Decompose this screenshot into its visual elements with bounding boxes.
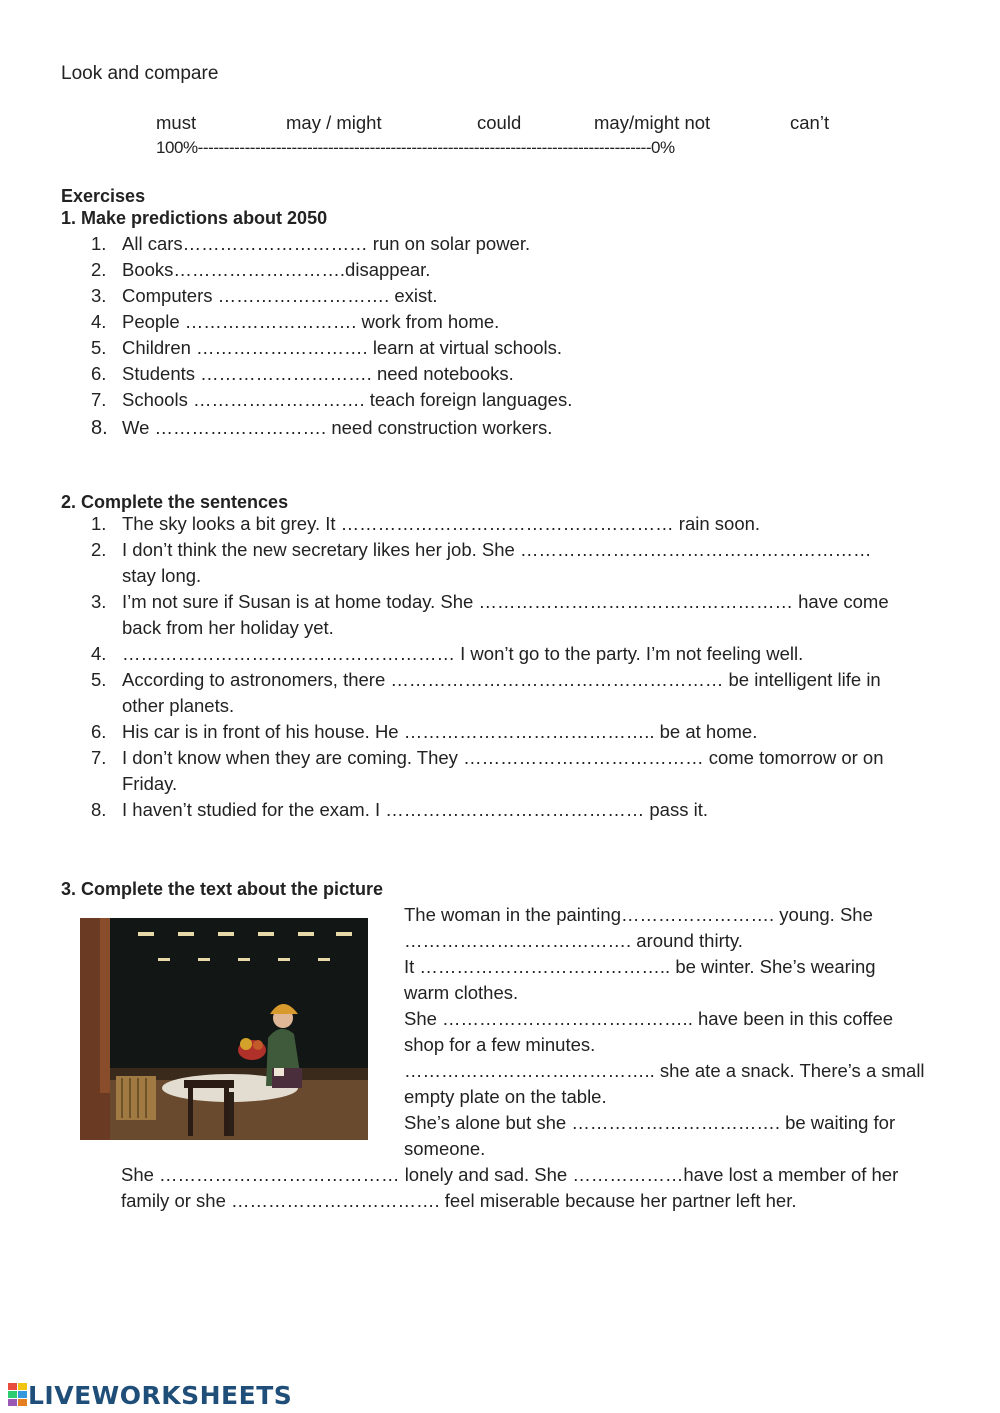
painting-text-tail (121, 1162, 898, 1214)
scale-word-could: could (477, 112, 522, 133)
text-line: shop for a few minutes. (404, 1034, 596, 1055)
item-number: 8. (91, 417, 108, 439)
item-number: 6. (91, 363, 107, 384)
list-item (61, 797, 889, 823)
scale-word-must: must (156, 112, 197, 133)
liveworksheets-logo[interactable] (8, 1380, 292, 1410)
item-number: 1. (91, 513, 107, 534)
item-number: 6. (91, 721, 107, 742)
painting-text (404, 902, 949, 1162)
item-number: 2. (91, 259, 107, 280)
item-number: 7. (91, 389, 107, 410)
text-line: ………………………………. around thirty. (404, 930, 743, 951)
item-text: All cars………………………… run on solar power. (122, 233, 531, 254)
section2-list (61, 511, 889, 823)
section1-title: 1. Make predictions about 2050 (61, 208, 328, 228)
list-item (61, 361, 572, 387)
item-number: 5. (91, 337, 107, 358)
item-text: We ………………………. need construction workers. (122, 417, 553, 438)
item-text: According to astronomers, there ……………………………………………… be intelligent life in (122, 669, 881, 690)
item-number: 4. (91, 311, 107, 332)
item-text: I don’t think the new secretary likes her job. She ………………………………………………… (122, 539, 872, 560)
list-item (61, 511, 889, 537)
list-item (61, 387, 572, 413)
list-item (61, 667, 889, 719)
item-text: Schools ………………………. teach foreign languages. (122, 389, 573, 410)
list-item (61, 641, 889, 667)
section2-title: 2. Complete the sentences (61, 492, 289, 512)
item-text: ……………………………………………… I won’t go to the party. I’m not feeling well. (122, 643, 804, 664)
text-line: It ………………………………….. be winter. She’s wearing (404, 956, 876, 977)
list-item (61, 745, 889, 797)
scale-word-may-might: may / might (286, 112, 382, 133)
list-item (61, 589, 889, 641)
item-text-continued: other planets. (122, 695, 235, 716)
item-text: I’m not sure if Susan is at home today. She …………………………………………… have come (122, 591, 889, 612)
item-number: 3. (91, 285, 107, 306)
item-text: Books……………………….disappear. (122, 259, 431, 280)
item-number: 3. (91, 591, 107, 612)
section3-title: 3. Complete the text about the picture (61, 879, 384, 899)
list-item (61, 231, 572, 257)
text-line: She ………………………………… lonely and sad. She ………………have lost a member of her (121, 1164, 899, 1185)
text-line: ………………………………….. she ate a snack. There’s a small (404, 1060, 925, 1081)
item-number: 7. (91, 747, 107, 768)
text-line: someone. (404, 1138, 486, 1159)
list-item (61, 283, 572, 309)
item-number: 1. (91, 233, 107, 254)
list-item (61, 335, 572, 361)
item-number: 8. (91, 799, 107, 820)
scale-word-may-might-not: may/might not (594, 112, 711, 133)
modal-scale-words (0, 110, 1000, 136)
text-line: She’s alone but she ……………………………. be waiting for (404, 1112, 896, 1133)
item-number: 2. (91, 539, 107, 560)
list-item (61, 415, 572, 441)
list-item (61, 257, 572, 283)
item-text: His car is in front of his house. He ………………………………….. be at home. (122, 721, 758, 742)
item-text: Computers ………………………. exist. (122, 285, 438, 306)
logo-badge-icon (8, 1383, 28, 1407)
scale-word-cant: can’t (790, 112, 830, 133)
exercises-title: Exercises (61, 186, 146, 206)
item-text: The sky looks a bit grey. It ……………………………………………… rain soon. (122, 513, 761, 534)
text-line: empty plate on the table. (404, 1086, 607, 1107)
item-text: Children ………………………. learn at virtual schools. (122, 337, 563, 358)
intro-heading: Look and compare (61, 63, 219, 84)
text-line: The woman in the painting……………………. young. She (404, 904, 873, 925)
item-number: 4. (91, 643, 107, 664)
probability-scale-line: 100%---------------------------------------------------------------------------------------0% (156, 138, 675, 157)
text-line: warm clothes. (404, 982, 519, 1003)
list-item (61, 309, 572, 335)
automat-painting (80, 918, 368, 1140)
item-text-continued: Friday. (122, 773, 178, 794)
item-number: 5. (91, 669, 107, 690)
item-text-continued: back from her holiday yet. (122, 617, 334, 638)
text-line: family or she ……………………………. feel miserable because her partner left her. (121, 1190, 797, 1211)
text-line: She ………………………………….. have been in this coffee (404, 1008, 894, 1029)
item-text: I don’t know when they are coming. They ………………………………… come tomorrow or on (122, 747, 884, 768)
item-text: I haven’t studied for the exam. I …………………………………… pass it. (122, 799, 709, 820)
section1-list (61, 231, 572, 441)
item-text: People ………………………. work from home. (122, 311, 500, 332)
logo-text: LIVEWORKSHEETS (28, 1380, 293, 1410)
item-text-continued: stay long. (122, 565, 202, 586)
item-text: Students ………………………. need notebooks. (122, 363, 514, 384)
list-item (61, 537, 889, 589)
list-item (61, 719, 889, 745)
